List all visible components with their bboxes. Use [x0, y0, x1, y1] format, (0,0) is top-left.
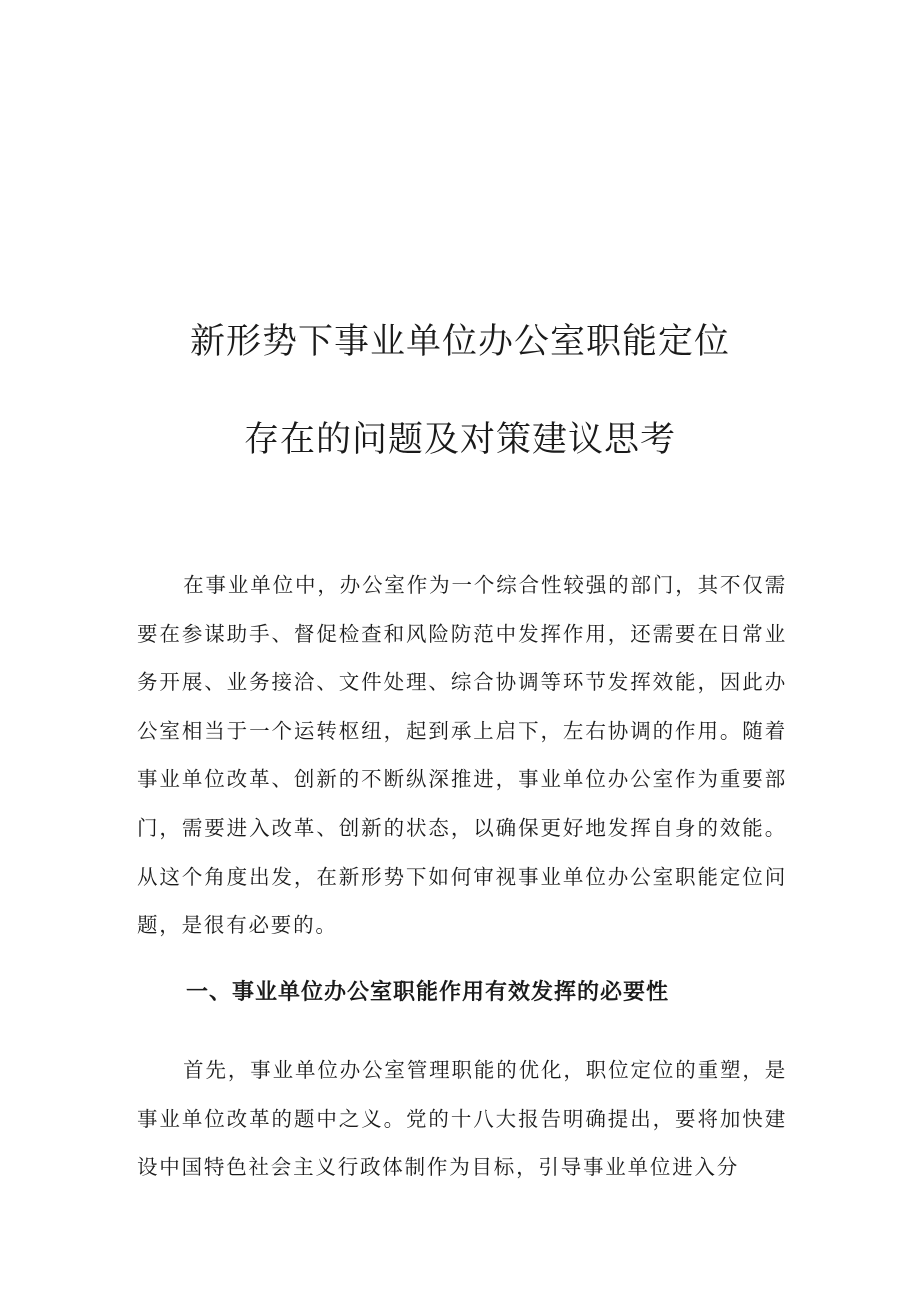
document-title-line-2: 存在的问题及对策建议思考 — [243, 420, 676, 460]
body-paragraph-2: 首先，事业单位办公室管理职能的优化，职位定位的重塑，是事业单位改革的题中之义。党的十八大报告明确提出，要将加快建设中国特色社会主义行政体制作为目标，引导事业单位进入分 — [137, 1058, 787, 1180]
document-title-line-1: 新形势下事业单位办公室职能定位 — [189, 322, 730, 362]
section-heading-1: 一、事业单位办公室职能作用有效发挥的必要性 — [186, 980, 670, 1005]
body-paragraph-1: 在事业单位中，办公室作为一个综合性较强的部门，其不仅需要在参谋助手、督促检查和风险防范中发挥作用，还需要在日常业务开展、业务接洽、文件处理、综合协调等环节发挥效能，因此办公室相当于一个运转枢纽，起到承上启下，左右协调的作用。随着事业单位改革、创新的不断纵深推进，事业单位办公室作为重要部门，需要进入改革、创新的状态，以确保更好地发挥自身的效能。从这个角度出发，在新形势下如何审视事业单位办公室职能定位问题，是很有必要的。 — [137, 573, 787, 938]
